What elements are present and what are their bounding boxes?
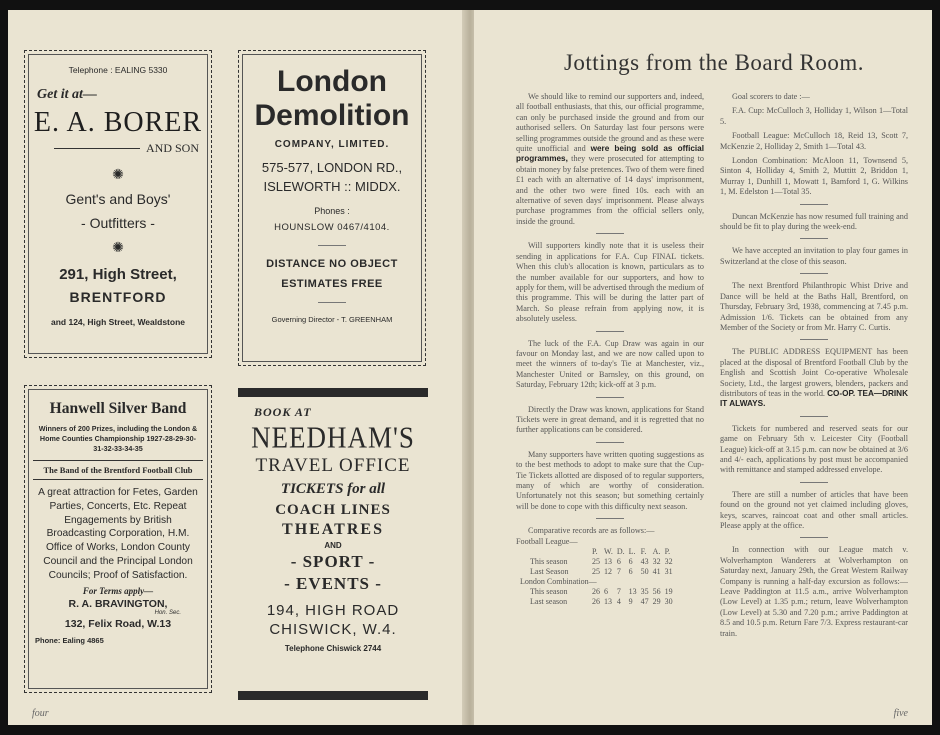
mckenzie-notice: Duncan McKenzie has now resumed full training and should be fit to play during the week-end. <box>720 211 908 232</box>
borer-name: E. A. BORER <box>33 107 203 138</box>
records-cell: 13 <box>604 597 612 607</box>
records-cell: 43 <box>640 557 649 567</box>
records-header-cell: P. <box>664 547 671 557</box>
records-cell: 26 <box>592 597 600 607</box>
co-op-tea-slogan: CO-OP. TEA—DRINK IT ALWAYS. <box>720 388 909 409</box>
demolition-phones-label: Phones : <box>314 206 350 216</box>
borer-line2: - Outfitters - <box>81 215 155 231</box>
borer-town: BRENTFORD <box>69 289 167 305</box>
excursion-notice: In connection with our League match v. Wolverhampton Wanderers at Wolverhampton on Saturday next, January 29th, the Great Western Railway Company is running a half-day excursion as follows:—Leave Paddington at 11.5 a.m., arrive Wolverhampton (Low Level) at 1.35 p.m.; return, leave Wolverhampton (Low Level) at 5.30 and 7.20 p.m.; arrive Paddington at 8.5 and 10.5 p.m. Return Fare 7/3. Express restaurant-car train. <box>720 545 908 638</box>
programme-notice-c: they were prosecuted for attempting to obtain money by false pretences. Two of them were fined £1 each with an alternative of 14 days' imprisonment, and the other two were fined 10s. each with an alternative of seven days' imprisonment. Please always purchase programmes from the official sellers only, inside the ground. <box>516 154 705 226</box>
borer-get-it: Get it at— <box>37 87 97 102</box>
separator <box>800 339 828 340</box>
needham-events: - EVENTS - <box>284 574 382 593</box>
hanwell-advert <box>24 385 212 693</box>
public-address-notice <box>720 347 908 409</box>
needham-address1: 194, HIGH ROAD <box>266 602 400 619</box>
programme-notice-a: We should like to remind our supporters and, indeed, all football enthusiasts, that this, our official programme, can only be purchased inside the ground and from our authorised sellers. On Saturday last four persons were selling programmes outside the ground and as these were quite unofficial and <box>516 92 704 154</box>
scorers-cup: F.A. Cup: McCulloch 3, Holliday 1, Wilson 1—Total 5. <box>720 106 908 126</box>
records-header-cell: D. <box>616 547 625 557</box>
cup-final-notice: Will supporters kindly note that it is useless their sending in applications for F.A. Cup FINAL tickets. When this club's allocation is known, particulars as to the number available for our supporters, and how to apply for them, will be advertised through the medium of this programme. This will be during the latter part of March. So please refrain from applying now, it is absolutely useless. <box>516 241 704 324</box>
hanwell-contact: R. A. BRAVINGTON, <box>68 597 168 610</box>
borer-advert <box>24 50 212 358</box>
records-header-cell: F. <box>640 547 647 557</box>
demolition-director: Governing Director - T. GREENHAM <box>271 315 393 324</box>
needham-office: TRAVEL OFFICE <box>255 455 411 476</box>
demolition-title1: London <box>277 65 387 98</box>
demolition-company: COMPANY, LIMITED. <box>274 139 390 150</box>
hanwell-hon-sec: Hon. Sec. <box>154 609 181 616</box>
borer-and-son: AND SON <box>145 141 199 155</box>
separator <box>800 482 828 483</box>
public-address-text: The PUBLIC ADDRESS EQUIPMENT has been placed at the disposal of Brentford Football Club by the English and Scottish Joint Co-operative Wholesale Society, Ltd., the largest growers, blenders, packers and distributors of teas in the world. <box>720 347 908 398</box>
records-intro: Comparative records are as follows:— <box>528 526 655 536</box>
separator <box>596 233 624 234</box>
borer-rule <box>54 148 140 149</box>
records-cell: 47 <box>640 597 649 607</box>
separator <box>596 397 624 398</box>
programme-notice <box>516 92 704 227</box>
needham-tickets: TICKETS for all <box>280 481 386 497</box>
records-cell: 31 <box>664 567 673 577</box>
records-row <box>520 557 675 567</box>
records-header-cell: P. <box>592 547 598 557</box>
needham-top-bar <box>238 388 428 397</box>
records-cell: 26 <box>592 587 600 597</box>
records-cell: 25 <box>592 557 600 567</box>
separator <box>800 238 828 239</box>
records-cell: 13 <box>628 587 637 597</box>
hanwell-divider <box>33 460 203 461</box>
column-one <box>516 92 704 607</box>
records-cell: 9 <box>628 597 633 607</box>
demolition-address1: 575-577, LONDON RD., <box>261 160 403 175</box>
jottings-heading: Jottings from the Board Room. <box>563 50 865 75</box>
records-subhead-row <box>520 577 675 587</box>
records-cell: 7 <box>616 587 621 597</box>
records-cell: 35 <box>640 587 649 597</box>
records-row <box>520 567 675 577</box>
records-header-blank <box>520 547 590 557</box>
page-number-four: four <box>32 708 49 719</box>
right-page <box>474 10 932 725</box>
records-row <box>520 587 675 597</box>
records-cell: 25 <box>592 567 600 577</box>
demolition-divider <box>318 245 346 246</box>
records-table <box>520 547 675 607</box>
scorers-title: Goal scorers to date :— <box>732 92 810 101</box>
needham-advert <box>238 388 428 700</box>
records-cell: 32 <box>652 557 661 567</box>
column-two <box>720 92 908 643</box>
scorers-combination: London Combination: McAloon 11, Townsend 5, Sinton 4, Holliday 4, Smith 2, Muttitt 2, Briddon 1, Murray 1, Dunhill 1, Mowatt 1, Bamford 1, G. Wilkins 1, M. Edelston 1—Total 35. <box>720 156 908 197</box>
records-cell: 29 <box>652 597 661 607</box>
hanwell-terms: For Terms apply— <box>82 585 154 596</box>
records-cell: 19 <box>664 587 673 597</box>
records-row-label: Last season <box>530 597 568 607</box>
records-cell: 6 <box>616 557 621 567</box>
demolition-estimates: ESTIMATES FREE <box>281 278 383 290</box>
programme-notice-bold: were being sold as official programmes, <box>516 144 705 164</box>
records-cell: 56 <box>652 587 661 597</box>
hanwell-prizes: Winners of 200 Prizes, including the London & Home Counties Championship 1927-28-29-30-31-32-33-34-35 <box>38 424 198 453</box>
borer-address: 291, High Street, <box>59 266 177 283</box>
needham-theatres: THEATRES <box>282 521 384 538</box>
london-combination-label: London Combination— <box>520 577 597 587</box>
separator <box>800 416 828 417</box>
separator <box>596 442 624 443</box>
separator <box>596 518 624 519</box>
records-row-label: This season <box>530 587 568 597</box>
records-cell: 7 <box>616 567 621 577</box>
borer-telephone: Telephone : EALING 5330 <box>68 65 168 75</box>
separator <box>800 537 828 538</box>
page-number-five: five <box>893 708 908 719</box>
records-row-label: This season <box>530 557 568 567</box>
borer-ornament-icon-2: ✺ <box>112 239 124 255</box>
hanwell-address: 132, Felix Road, W.13 <box>64 617 172 630</box>
separator <box>800 204 828 205</box>
cup-draw-notice: The luck of the F.A. Cup Draw was again in our favour on Monday last, and we are now called upon to meet the winners of to-day's Tie at Manchester, viz., Manchester United or Barnsley, on this ground, on Saturday, February 12th; kick-off at 3 p.m. <box>516 338 704 390</box>
borer-line1: Gent's and Boys' <box>65 191 171 207</box>
demolition-phones: HOUNSLOW 0467/4104. <box>274 222 390 233</box>
suggestions-notice: Many supporters have written quoting suggestions as to the best methods to adopt to make sure that the Cup-Tie Tickets allotted are disposed of to regular supporters, many of which are worthy of consideration. Unfortunately not this season; but something certainly will be done to cope with this difficulty next season. <box>516 449 704 511</box>
records-header-cell: L. <box>628 547 636 557</box>
borer-and-son-row <box>37 141 199 156</box>
separator <box>596 331 624 332</box>
left-page <box>8 10 466 725</box>
scorers-league: Football League: McCulloch 18, Reid 13, Scott 7, McKenzie 2, Holliday 2, Smith 1—Total 43. <box>720 131 908 151</box>
demolition-address2: ISLEWORTH :: MIDDX. <box>263 179 401 194</box>
records-header-cell: A. <box>652 547 661 557</box>
demolition-distance: DISTANCE NO OBJECT <box>266 258 398 270</box>
hanwell-body: A great attraction for Fetes, Garden Parties, Concerts, Etc. Repeat Engagements by British Broadcasting Corporation, H.M. Office of Works, London County Council and the Principal London Councils; Proof of Satisfaction. <box>38 487 198 581</box>
records-cell: 30 <box>664 597 673 607</box>
hanwell-phone: Phone: Ealing 4865 <box>35 635 104 645</box>
needham-coach: COACH LINES <box>275 502 391 518</box>
tickets-notice: Tickets for numbered and reserved seats for our game on February 5th v. Leicester City (Football League) kick-off at 3.15 p.m. can now be obtained at 3/6 and 4/- each, applications by post must be accompanied with remittance and stamped addressed envelope. <box>720 423 908 475</box>
demolition-title2: Demolition <box>254 99 410 132</box>
records-row-label: Last Season <box>530 567 569 577</box>
records-header-cell: W. <box>604 547 613 557</box>
borer-branch: and 124, High Street, Wealdstone <box>51 317 185 327</box>
switzerland-notice: We have accepted an invitation to play four games in Switzerland at the close of this season. <box>720 246 908 266</box>
records-cell: 4 <box>616 597 621 607</box>
records-cell: 6 <box>628 557 633 567</box>
needham-and: AND <box>324 541 342 550</box>
hanwell-title: Hanwell Silver Band <box>49 400 187 417</box>
borer-ornament-icon: ✺ <box>112 166 124 182</box>
needham-address2: CHISWICK, W.4. <box>269 621 397 638</box>
records-cell: 32 <box>664 557 673 567</box>
needham-bottom-bar <box>238 691 428 700</box>
football-league-label: Football League— <box>516 536 578 546</box>
records-row <box>520 597 675 607</box>
lost-property-notice: There are still a number of articles that have been found on the ground not yet claimed including gloves, keys, scarves, raincoat coat and other small articles. Please apply at the office. <box>720 489 908 530</box>
whist-drive-notice: The next Brentford Philanthropic Whist Drive and Dance will be held at the Baths Hall, Brentford, on Thursday, February 3rd, 1938, commencing at 7.45 p.m. Admission 1/6. Tickets can be obtained from any Member of the Society or from Mr. Harry C. Curtis. <box>720 281 908 332</box>
records-cell: 50 <box>640 567 649 577</box>
hanwell-divider-2 <box>33 479 203 480</box>
separator <box>800 273 828 274</box>
needham-telephone: Telephone Chiswick 2744 <box>284 644 382 653</box>
demolition-divider-2 <box>318 302 346 303</box>
records-cell: 6 <box>604 587 608 597</box>
records-cell: 6 <box>628 567 633 577</box>
hanwell-band-of: The Band of the Brentford Football Club <box>43 465 193 475</box>
records-cell: 41 <box>652 567 661 577</box>
records-header-row <box>520 547 675 557</box>
records-cell: 13 <box>604 557 612 567</box>
needham-name: NEEDHAM'S <box>251 419 415 455</box>
demolition-advert <box>238 50 426 366</box>
needham-book-at: BOOK AT <box>254 405 312 419</box>
stand-tickets-notice: Directly the Draw was known, applications for Stand Tickets were in great demand, and it is regretted that no further applications can be considered. <box>516 404 704 435</box>
records-cell: 12 <box>604 567 612 577</box>
needham-sport: - SPORT - <box>290 552 376 571</box>
